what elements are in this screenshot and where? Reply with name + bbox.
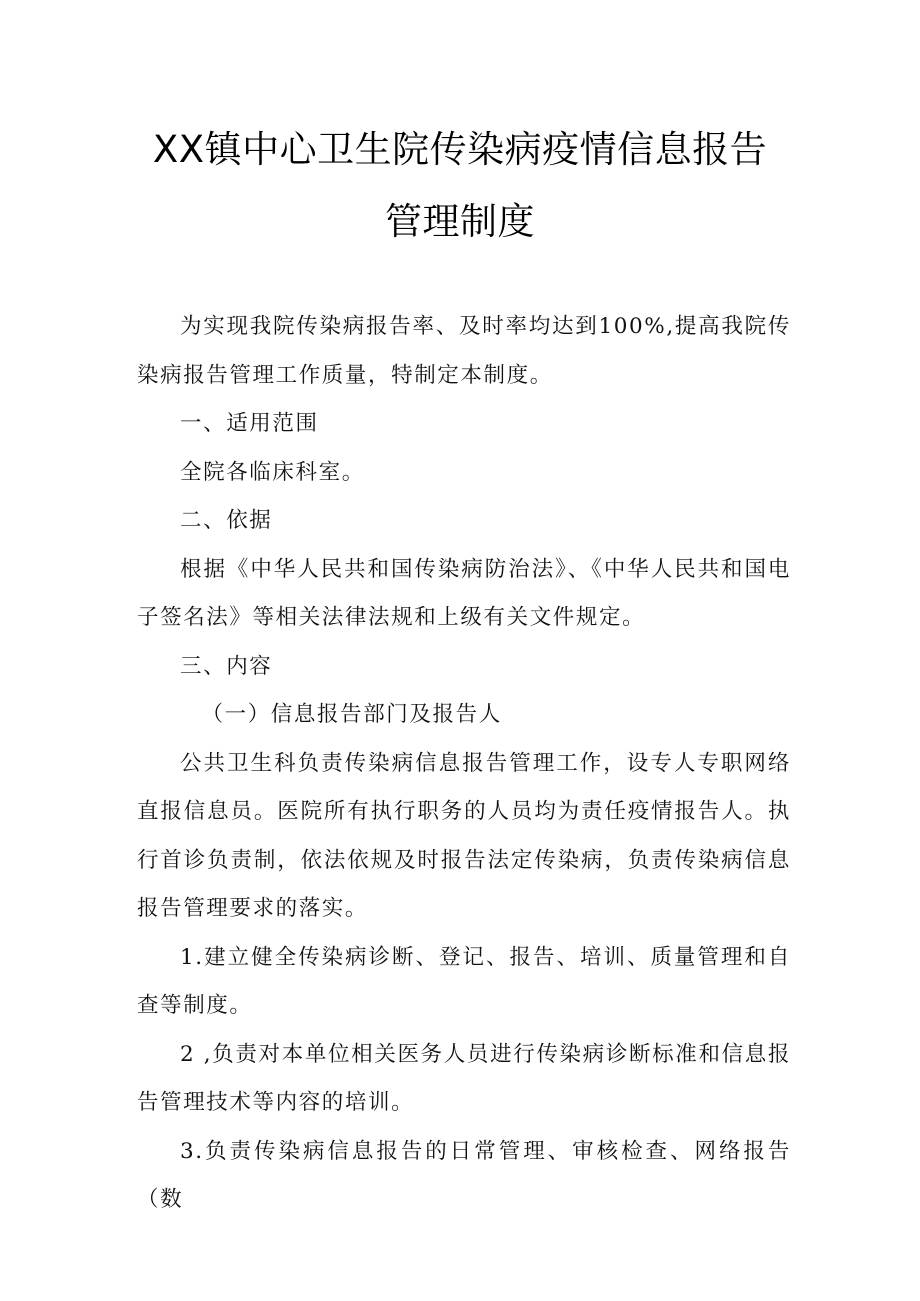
subsection-heading-reporting: （一）信息报告部门及报告人 bbox=[201, 702, 502, 727]
item-2-paragraph: 2 ,负责对本单位相关医务人员进行传染病诊断标准和信息报告管理技术等内容的培训。 bbox=[137, 1041, 791, 1115]
section-heading-content: 三、内容 bbox=[180, 653, 273, 679]
intro-paragraph: 为实现我院传染病报告率、及时率均达到100%,提高我院传染病报告管理工作质量，特制定本制度。 bbox=[137, 314, 791, 388]
document-title-line-2: 管理制度 bbox=[385, 200, 535, 243]
item-3-paragraph: 3.负责传染病信息报告的日常管理、审核检查、网络报告（数 bbox=[137, 1138, 791, 1212]
document-body bbox=[137, 303, 791, 1225]
basis-paragraph: 根据《中华人民共和国传染病防治法》、《中华人民共和国电子签名法》等相关法律法规和上级有关文件规定。 bbox=[137, 556, 791, 630]
scope-paragraph: 全院各临床科室。 bbox=[180, 459, 365, 485]
section-heading-basis: 二、依据 bbox=[180, 508, 273, 533]
section-heading-scope: 一、适用范围 bbox=[180, 411, 319, 436]
document-title-line-1: XX镇中心卫生院传染病疫情信息报告 bbox=[152, 128, 768, 171]
item-1-paragraph: 1.建立健全传染病诊断、登记、报告、培训、质量管理和自查等制度。 bbox=[137, 944, 791, 1018]
reporting-paragraph: 公共卫生科负责传染病信息报告管理工作，设专人专职网络直报信息员。医院所有执行职务的人员均为责任疫情报告人。执行首诊负责制，依法依规及时报告法定传染病，负责传染病信息报告管理要求的落实。 bbox=[137, 750, 791, 921]
